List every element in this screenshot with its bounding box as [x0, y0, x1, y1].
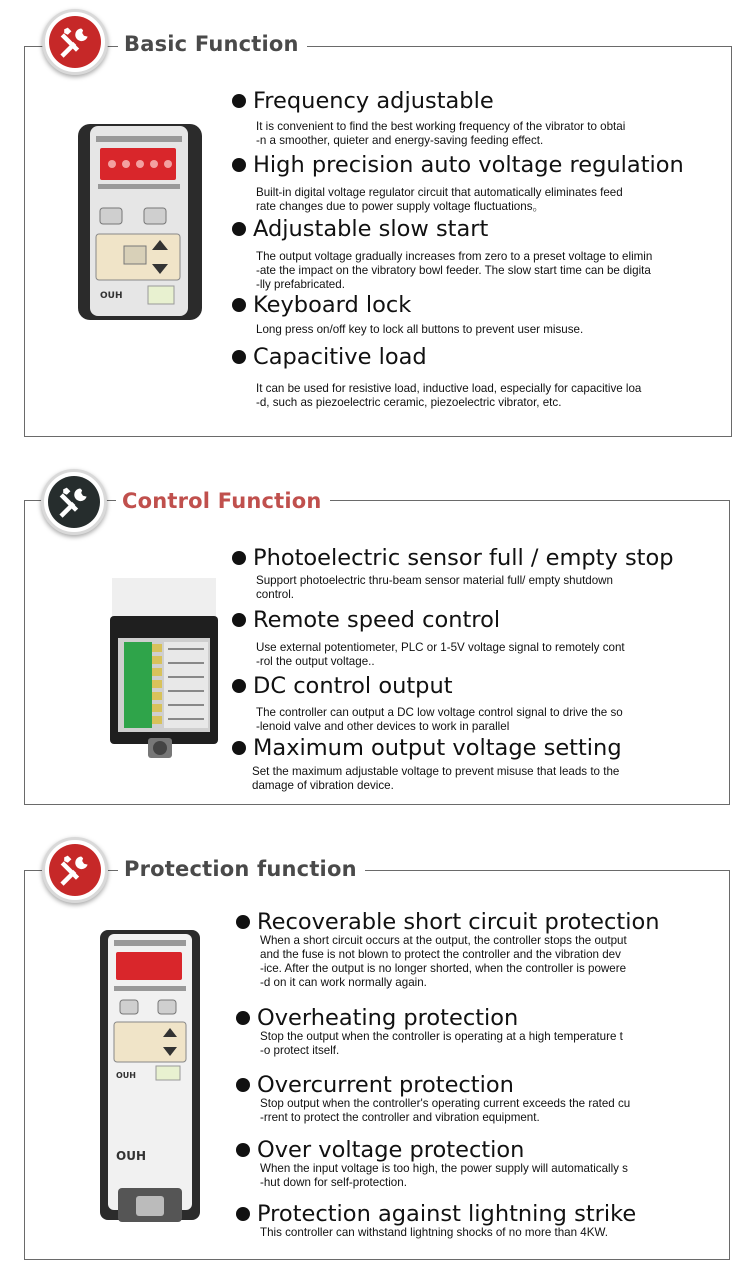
feature-title: Photoelectric sensor full / empty stop	[253, 545, 674, 571]
feature-item	[236, 1005, 623, 1058]
feature-title: DC control output	[253, 673, 453, 699]
device-brand-text: OUH	[116, 1149, 146, 1163]
feature-desc-line: Long press on/off key to lock all buttons to prevent user misuse.	[256, 323, 584, 336]
feature-item	[236, 1072, 630, 1125]
bullet-icon	[236, 1011, 250, 1025]
feature-title: Protection against lightning strike	[257, 1201, 637, 1227]
feature-desc-line: -rol the output voltage..	[256, 655, 375, 668]
feature-desc-line: -hut down for self-protection.	[260, 1176, 407, 1189]
feature-title: Overheating protection	[257, 1005, 519, 1031]
feature-desc-line: -n a smoother, quieter and energy-saving feeding effect.	[256, 134, 544, 147]
feature-title: Adjustable slow start	[253, 216, 489, 242]
feature-title: Capacitive load	[253, 344, 427, 370]
feature-desc-line: Support photoelectric thru-beam sensor material full/ empty shutdown	[256, 574, 614, 587]
feature-desc-line: -d on it can work normally again.	[260, 976, 427, 989]
feature-desc-line: -ice. After the output is no longer shorted, when the controller is powere	[260, 962, 627, 975]
feature-desc-line: -o protect itself.	[260, 1044, 340, 1057]
feature-desc-line: The controller can output a DC low voltage control signal to drive the so	[256, 706, 623, 719]
feature-title: Over voltage protection	[257, 1137, 525, 1163]
feature-desc-line: -lly prefabricated.	[256, 278, 345, 291]
feature-item	[236, 1137, 628, 1190]
feature-desc-line: and the fuse is not blown to protect the controller and the vibration dev	[260, 948, 621, 961]
feature-title: Maximum output voltage setting	[253, 735, 622, 761]
feature-desc-line: -d, such as piezoelectric ceramic, piezoelectric vibrator, etc.	[256, 396, 562, 409]
feature-desc-line: Set the maximum adjustable voltage to prevent misuse that leads to the	[252, 765, 620, 778]
feature-desc-line: Stop the output when the controller is operating at a high temperature t	[260, 1030, 623, 1043]
feature-title: High precision auto voltage regulation	[253, 152, 684, 178]
feature-title: Remote speed control	[253, 607, 501, 633]
feature-desc-line: The output voltage gradually increases from zero to a preset voltage to elimin	[256, 250, 653, 263]
feature-desc-line: rate changes due to power supply voltage fluctuations。	[256, 200, 545, 213]
bullet-icon	[236, 915, 250, 929]
feature-title: Overcurrent protection	[257, 1072, 514, 1098]
section-badge	[42, 837, 108, 903]
feature-desc-line: -rrent to protect the controller and vibration equipment.	[260, 1111, 540, 1124]
section-title: Protection function	[118, 857, 365, 881]
feature-desc-line: It can be used for resistive load, inductive load, especially for capacitive loa	[256, 382, 642, 395]
device-brand-text: OUH	[116, 1071, 136, 1080]
feature-desc-line: damage of vibration device.	[252, 779, 394, 792]
bullet-icon	[236, 1143, 250, 1157]
feature-desc-line: When a short circuit occurs at the output, the controller stops the output	[260, 934, 627, 947]
feature-desc-line: Stop output when the controller's operating current exceeds the rated cu	[260, 1097, 631, 1110]
feature-desc-line: Use external potentiometer, PLC or 1-5V voltage signal to remotely cont	[256, 641, 625, 654]
wrench-screwdriver-icon	[57, 852, 93, 888]
feature-desc-line: -lenoid valve and other devices to work in parallel	[256, 720, 510, 733]
feature-desc-line: This controller can withstand lightning shocks of no more than 4KW.	[260, 1226, 608, 1239]
feature-desc-line: -ate the impact on the vibratory bowl feeder. The slow start time can be digita	[256, 264, 651, 277]
feature-desc-line: control.	[256, 588, 295, 601]
bullet-icon	[236, 1207, 250, 1221]
section-title: Control Function	[116, 489, 330, 513]
feature-item	[236, 1201, 636, 1240]
feature-desc-line: It is convenient to find the best working frequency of the vibrator to obtai	[256, 120, 626, 133]
feature-title: Frequency adjustable	[253, 88, 494, 114]
feature-item	[236, 909, 659, 990]
feature-desc-line: When the input voltage is too high, the power supply will automatically s	[260, 1162, 628, 1175]
feature-title: Keyboard lock	[253, 292, 412, 318]
bullet-icon	[236, 1078, 250, 1092]
feature-desc-line: Built-in digital voltage regulator circuit that automatically eliminates feed	[256, 186, 623, 199]
feature-title: Recoverable short circuit protection	[257, 909, 660, 935]
device-brand-text: OUH	[100, 291, 123, 301]
controller-full-image	[98, 930, 202, 1231]
section-title: Basic Function	[118, 32, 307, 56]
